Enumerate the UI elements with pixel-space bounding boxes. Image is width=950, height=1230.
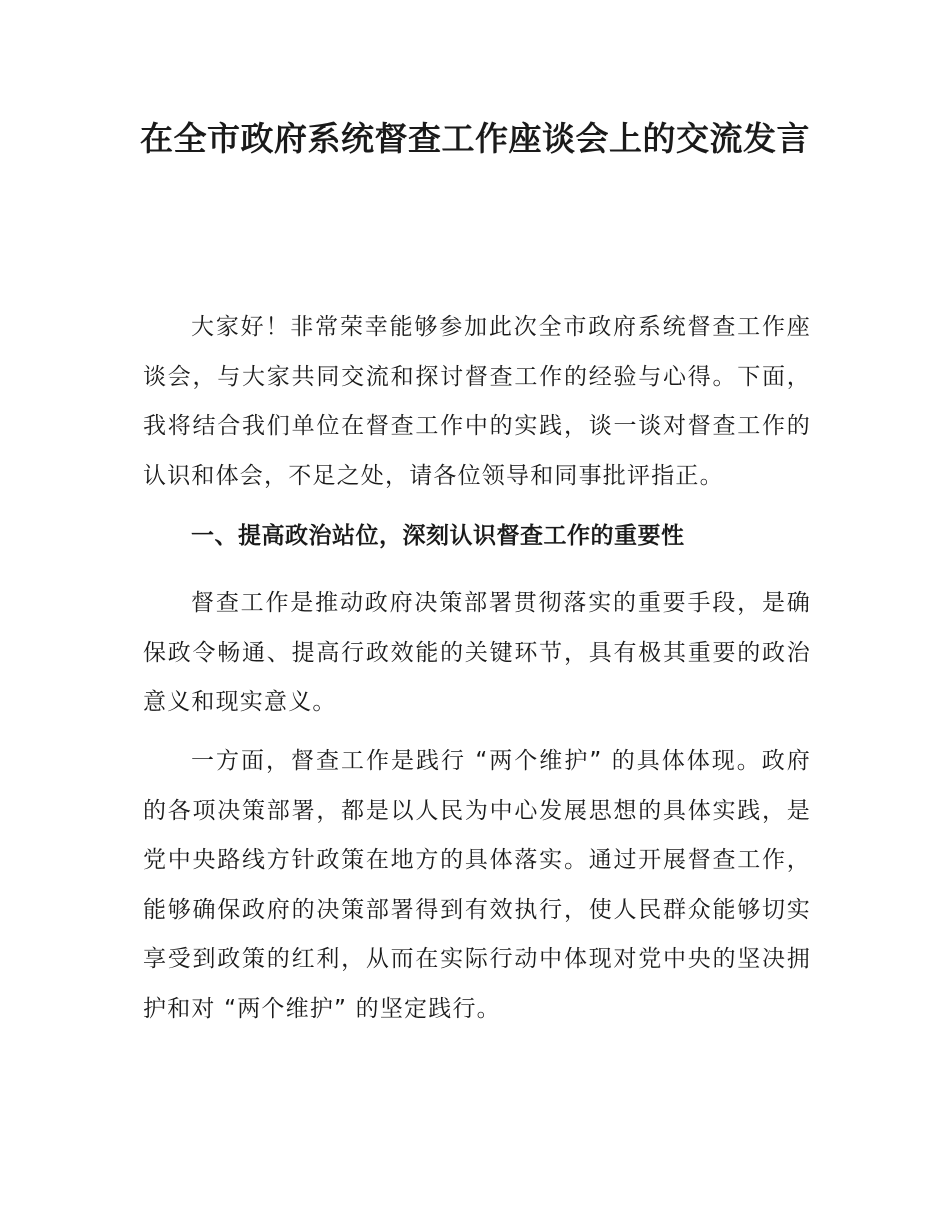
paragraph-two-upholds: 一方面，督查工作是践行 “两个维护” 的具体体现。政府的各项决策部署，都是以人民为中心发展思想的具体实践，是党中央路线方针政策在地方的具体落实。通过开展督查工作，能够确保政府的决策部署得到有效执行，使人民群众能够切实享受到政策的红利，从而在实际行动中体现对党中央的坚决拥护和对 “两个维护” 的坚定践行。	[143, 748, 811, 1022]
paragraph-greeting: 大家好！非常荣幸能够参加此次全市政府系统督查工作座谈会，与大家共同交流和探讨督查工作的经验与心得。下面，我将结合我们单位在督查工作中的实践，谈一谈对督查工作的认识和体会，不足之处，请各位领导和同事批评指正。	[143, 314, 811, 489]
section-heading-1: 一、提高政治站位，深刻认识督查工作的重要性	[191, 523, 685, 549]
paragraph-importance: 督查工作是推动政府决策部署贯彻落实的重要手段，是确保政令畅通、提高行政效能的关键环节，具有极其重要的政治意义和现实意义。	[143, 590, 811, 715]
document-title: 在全市政府系统督查工作座谈会上的交流发言	[140, 119, 810, 158]
